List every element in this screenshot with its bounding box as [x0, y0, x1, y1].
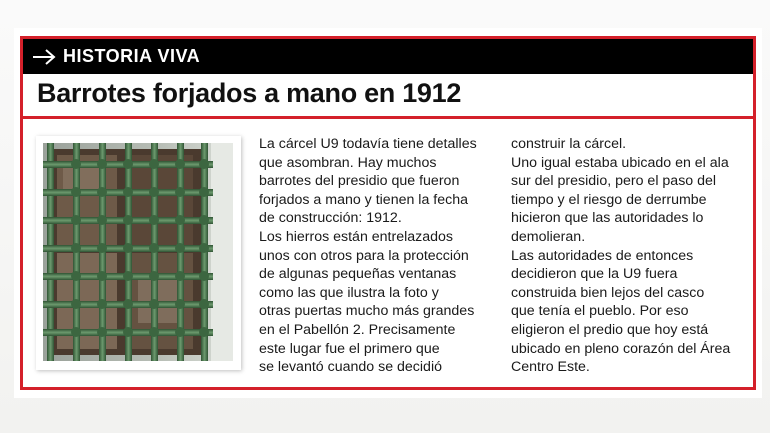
body-line: este lugar fue el primero que	[259, 340, 440, 357]
window-bars-photo	[43, 143, 233, 361]
headline-row	[23, 74, 753, 119]
section-kicker: HISTORIA VIVA	[63, 46, 201, 66]
body-line: sur del presidio, pero el paso del	[511, 173, 717, 190]
body-line: La cárcel U9 todavía tiene detalles	[259, 136, 477, 152]
body-line: tiempo y el riesgo de derrumbe	[511, 191, 707, 208]
body-line: que tenía el pueblo. Por eso	[511, 303, 689, 320]
photo-frame	[36, 136, 241, 370]
body-line: barrotes del presidio que fueron	[259, 173, 460, 190]
section-kicker-bar	[23, 39, 753, 74]
body-line: construida bien lejos del casco	[511, 284, 705, 301]
body-line: de algunas pequeñas ventanas	[259, 266, 457, 283]
body-line: Centro Este.	[511, 359, 590, 376]
body-line: como las que ilustra la foto y	[259, 284, 439, 301]
body-line: demolieran.	[511, 228, 586, 245]
body-line: construir la cárcel.	[511, 136, 627, 152]
article-frame	[20, 36, 756, 390]
article-body-column-2	[511, 135, 743, 377]
body-line: en el Pabellón 2. Precisamente	[259, 321, 456, 338]
body-line: Uno igual estaba ubicado en el ala	[511, 154, 729, 171]
article-headline: Barrotes forjados a mano en 1912	[37, 78, 462, 108]
body-line: que asombran. Hay muchos	[259, 154, 437, 171]
body-line: forjados a mano y tienen la fecha	[259, 191, 469, 208]
arrow-right-icon	[31, 47, 57, 67]
body-line: hicieron que las autoridades lo	[511, 210, 704, 227]
body-line: decidieron que la U9 fuera	[511, 266, 678, 283]
body-line: de construcción: 1912.	[259, 210, 402, 227]
body-line: ubicado en pleno corazón del Área	[511, 340, 731, 357]
body-line: otras puertas mucho más grandes	[259, 303, 475, 320]
body-line: se levantó cuando se decidió	[259, 359, 442, 376]
body-line: eligieron el predio que hoy está	[511, 321, 709, 338]
article-body-column-1	[259, 135, 491, 377]
body-line: Los hierros están entrelazados	[259, 228, 454, 245]
body-line: Las autoridades de entonces	[511, 247, 694, 264]
body-line: unos con otros para la protección	[259, 247, 469, 264]
